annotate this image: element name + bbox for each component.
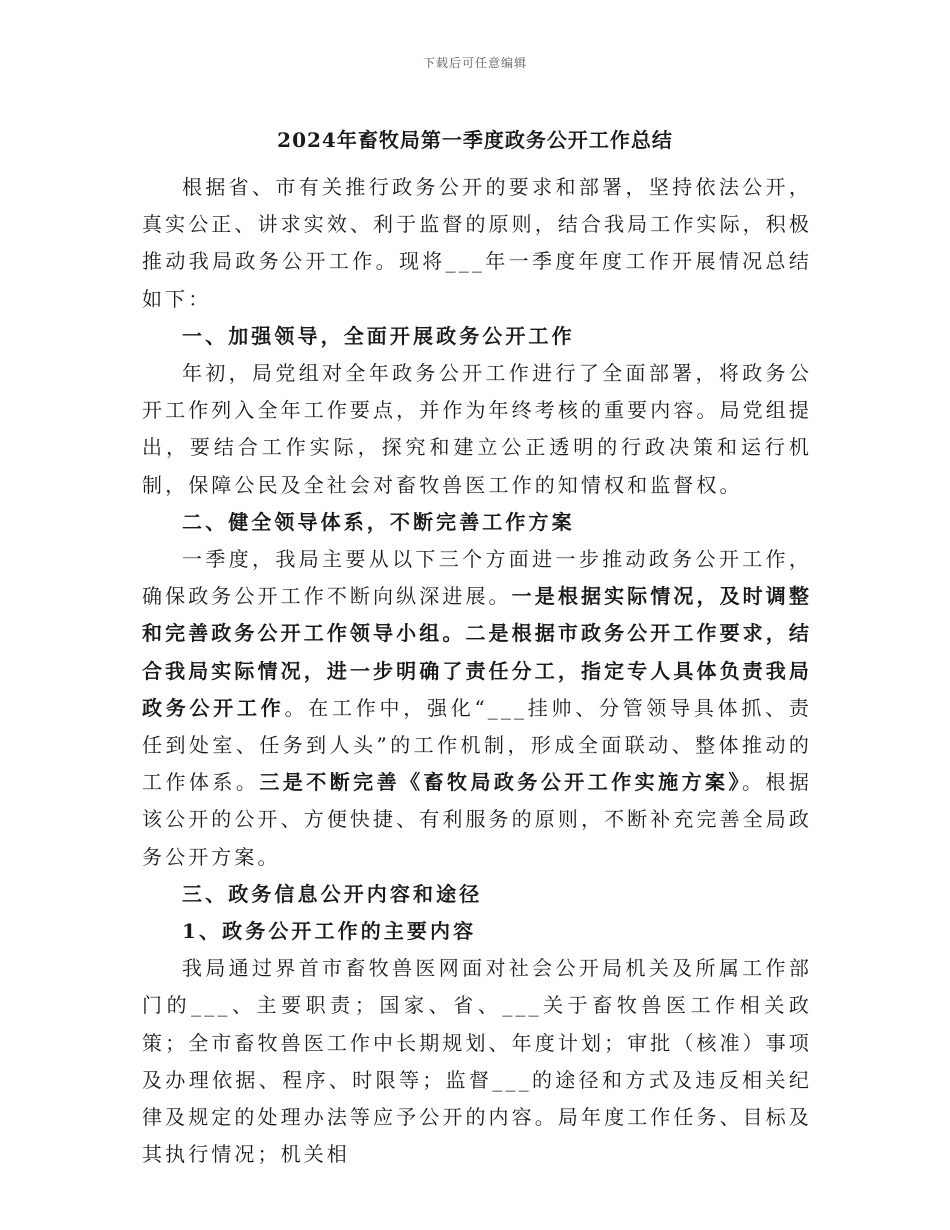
section3-heading: 三、政务信息公开内容和途径 (182, 881, 483, 906)
header-note: 下载后可任意编辑 (422, 56, 527, 70)
section2-heading: 二、健全领导体系，不断完善工作方案 (182, 509, 575, 534)
section2-text-b: 。在工作中，强化“___挂帅、分管领导具体抓、责任到处室、任务到人头”的工作机制，形成全面联动、整体推动的工作体系。 (142, 695, 813, 795)
document-body (142, 169, 812, 1173)
section2-text-c: 。根据该公开的公开、方便快捷、有利服务的原则，不断补充完善全局政务公开方案。 (142, 770, 813, 869)
section1-heading: 一、加强领导，全面开展政务公开工作 (182, 323, 575, 348)
section2-text-a: 一季度，我局主要从以下三个方面进一步推动政务公开工作，确保政务公开工作不断向纵深进展。 (142, 547, 812, 609)
section3-subheading: 1、政务公开工作的主要内容 (182, 919, 477, 944)
section2-bold-b: 三是不断完善《畜牧局政务公开工作实施方案》 (259, 770, 742, 795)
document-title: 2024年畜牧局第一季度政务公开工作总结 (277, 128, 673, 152)
section2-paragraph (142, 541, 812, 876)
intro-paragraph: 根据省、市有关推行政务公开的要求和部署，坚持依法公开，真实公正、讲求实效、利于监督的原则，结合我局工作实际，积极推动我局政务公开工作。现将___年一季度年度工作开展情况总结如下： (142, 175, 812, 311)
section1-paragraph: 年初，局党组对全年政务公开工作进行了全面部署，将政务公开工作列入全年工作要点，并作为年终考核的重要内容。局党组提出，要结合工作实际，探究和建立公正透明的行政决策和运行机制，保障公民及全社会对畜牧兽医工作的知情权和监督权。 (142, 361, 812, 497)
section3-paragraph: 我局通过界首市畜牧兽医网面对社会公开局机关及所属工作部门的___、主要职责；国家、省、___关于畜牧兽医工作相关政策；全市畜牧兽医工作中长期规划、年度计划；审批（核准）事项及办理依据、程序、时限等；监督___的途径和方式及违反相关纪律及规定的处理办法等应予公开的内容。局年度工作任务、目标及其执行情况；机关相 (142, 956, 812, 1167)
section2-bold-a: 一是根据实际情况，及时调整和完善政务公开工作领导小组。二是根据市政务公开工作要求，结合我局实际情况，进一步明确了责任分工，指定专人具体负责我局政务公开工作 (142, 584, 812, 720)
